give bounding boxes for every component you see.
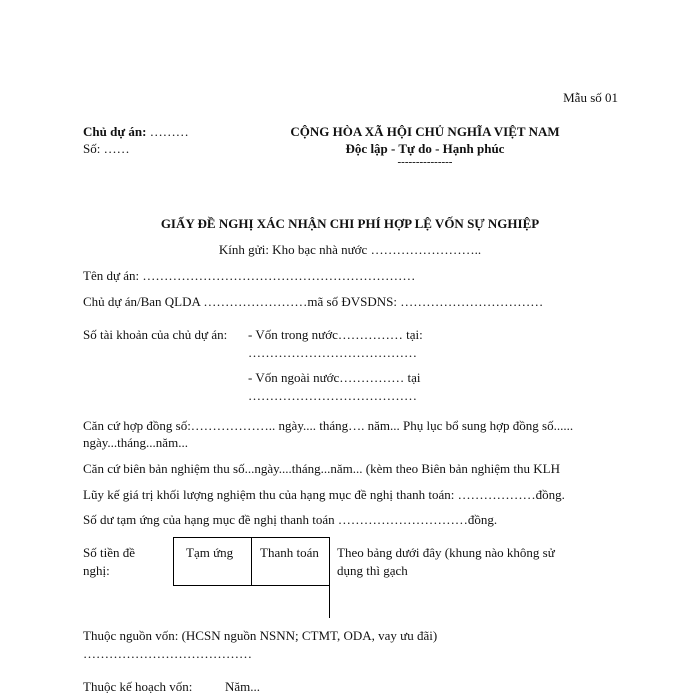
foreign-capital-line: - Vốn ngoài nước…………… tại xyxy=(248,370,421,385)
account-label: Số tài khoản của chủ dự án: xyxy=(83,327,228,342)
payment-option-label: Thanh toán xyxy=(260,545,319,560)
advance-option-label: Tạm ứng xyxy=(186,545,234,560)
domestic-capital-place: ………………………………… xyxy=(248,345,417,360)
project-owner-label: Chủ dự án: xyxy=(83,124,147,139)
capital-plan-label: Thuộc kế hoạch vốn: xyxy=(83,679,193,694)
project-owner-value: ……… xyxy=(146,124,189,139)
addressee: Kính gửi: Kho bạc nhà nước …………………….. xyxy=(218,242,482,257)
nation-title: CỘNG HÒA XÃ HỘI CHỦ NGHĨA VIỆT NAM xyxy=(290,124,560,139)
requested-amount-label-1: Số tiền đề xyxy=(83,545,135,560)
contract-basis-line-2: ngày...tháng...năm... xyxy=(83,435,188,450)
cumulative-value: Lũy kế giá trị khối lượng nghiệm thu của hạng mục đề nghị thanh toán: ………………đồng. xyxy=(83,487,565,502)
project-name-field: Tên dự án: ……………………………………………………… xyxy=(83,268,416,283)
project-owner-line xyxy=(83,124,189,140)
advance-balance: Số dư tạm ứng của hạng mục đề nghị thanh toán …………………………đồng. xyxy=(83,512,498,527)
table-note-line-2: dụng thì gạch xyxy=(337,563,408,578)
funding-source-line-1: Thuộc nguồn vốn: (HCSN nguồn NSNN; CTMT, ODA, vay ưu đãi) xyxy=(83,628,438,643)
acceptance-basis: Căn cứ biên bản nghiệm thu số...ngày....tháng...năm... (kèm theo Biên bản nghiệm thu KLH xyxy=(83,461,561,476)
table-divider-line xyxy=(329,585,330,618)
contract-basis-line-1: Căn cứ hợp đồng số:……………….. ngày.... tháng…. năm... Phụ lục bổ sung hợp đồng số...... xyxy=(83,418,574,433)
foreign-capital-place: ………………………………… xyxy=(248,388,417,403)
document-number: Số: …… xyxy=(83,141,130,156)
form-number: Mẫu số 01 xyxy=(563,90,618,105)
national-motto: Độc lập - Tự do - Hạnh phúc xyxy=(345,141,505,156)
funding-source-line-2: ………………………………… xyxy=(83,646,252,661)
owner-board-field: Chủ dự án/Ban QLDA ……………………mã số ĐVSDNS: …………………………… xyxy=(83,294,544,309)
capital-plan-year: Năm... xyxy=(225,679,261,694)
requested-amount-label-2: nghị: xyxy=(83,563,110,578)
header-divider: --------------- xyxy=(397,156,453,168)
document-title: GIẤY ĐỀ NGHỊ XÁC NHẬN CHI PHÍ HỢP LỆ VỐN SỰ NGHIỆP xyxy=(160,216,540,231)
domestic-capital-line: - Vốn trong nước…………… tại: xyxy=(248,327,423,342)
table-note-line-1: Theo bảng dưới đây (khung nào không sử xyxy=(337,545,555,560)
